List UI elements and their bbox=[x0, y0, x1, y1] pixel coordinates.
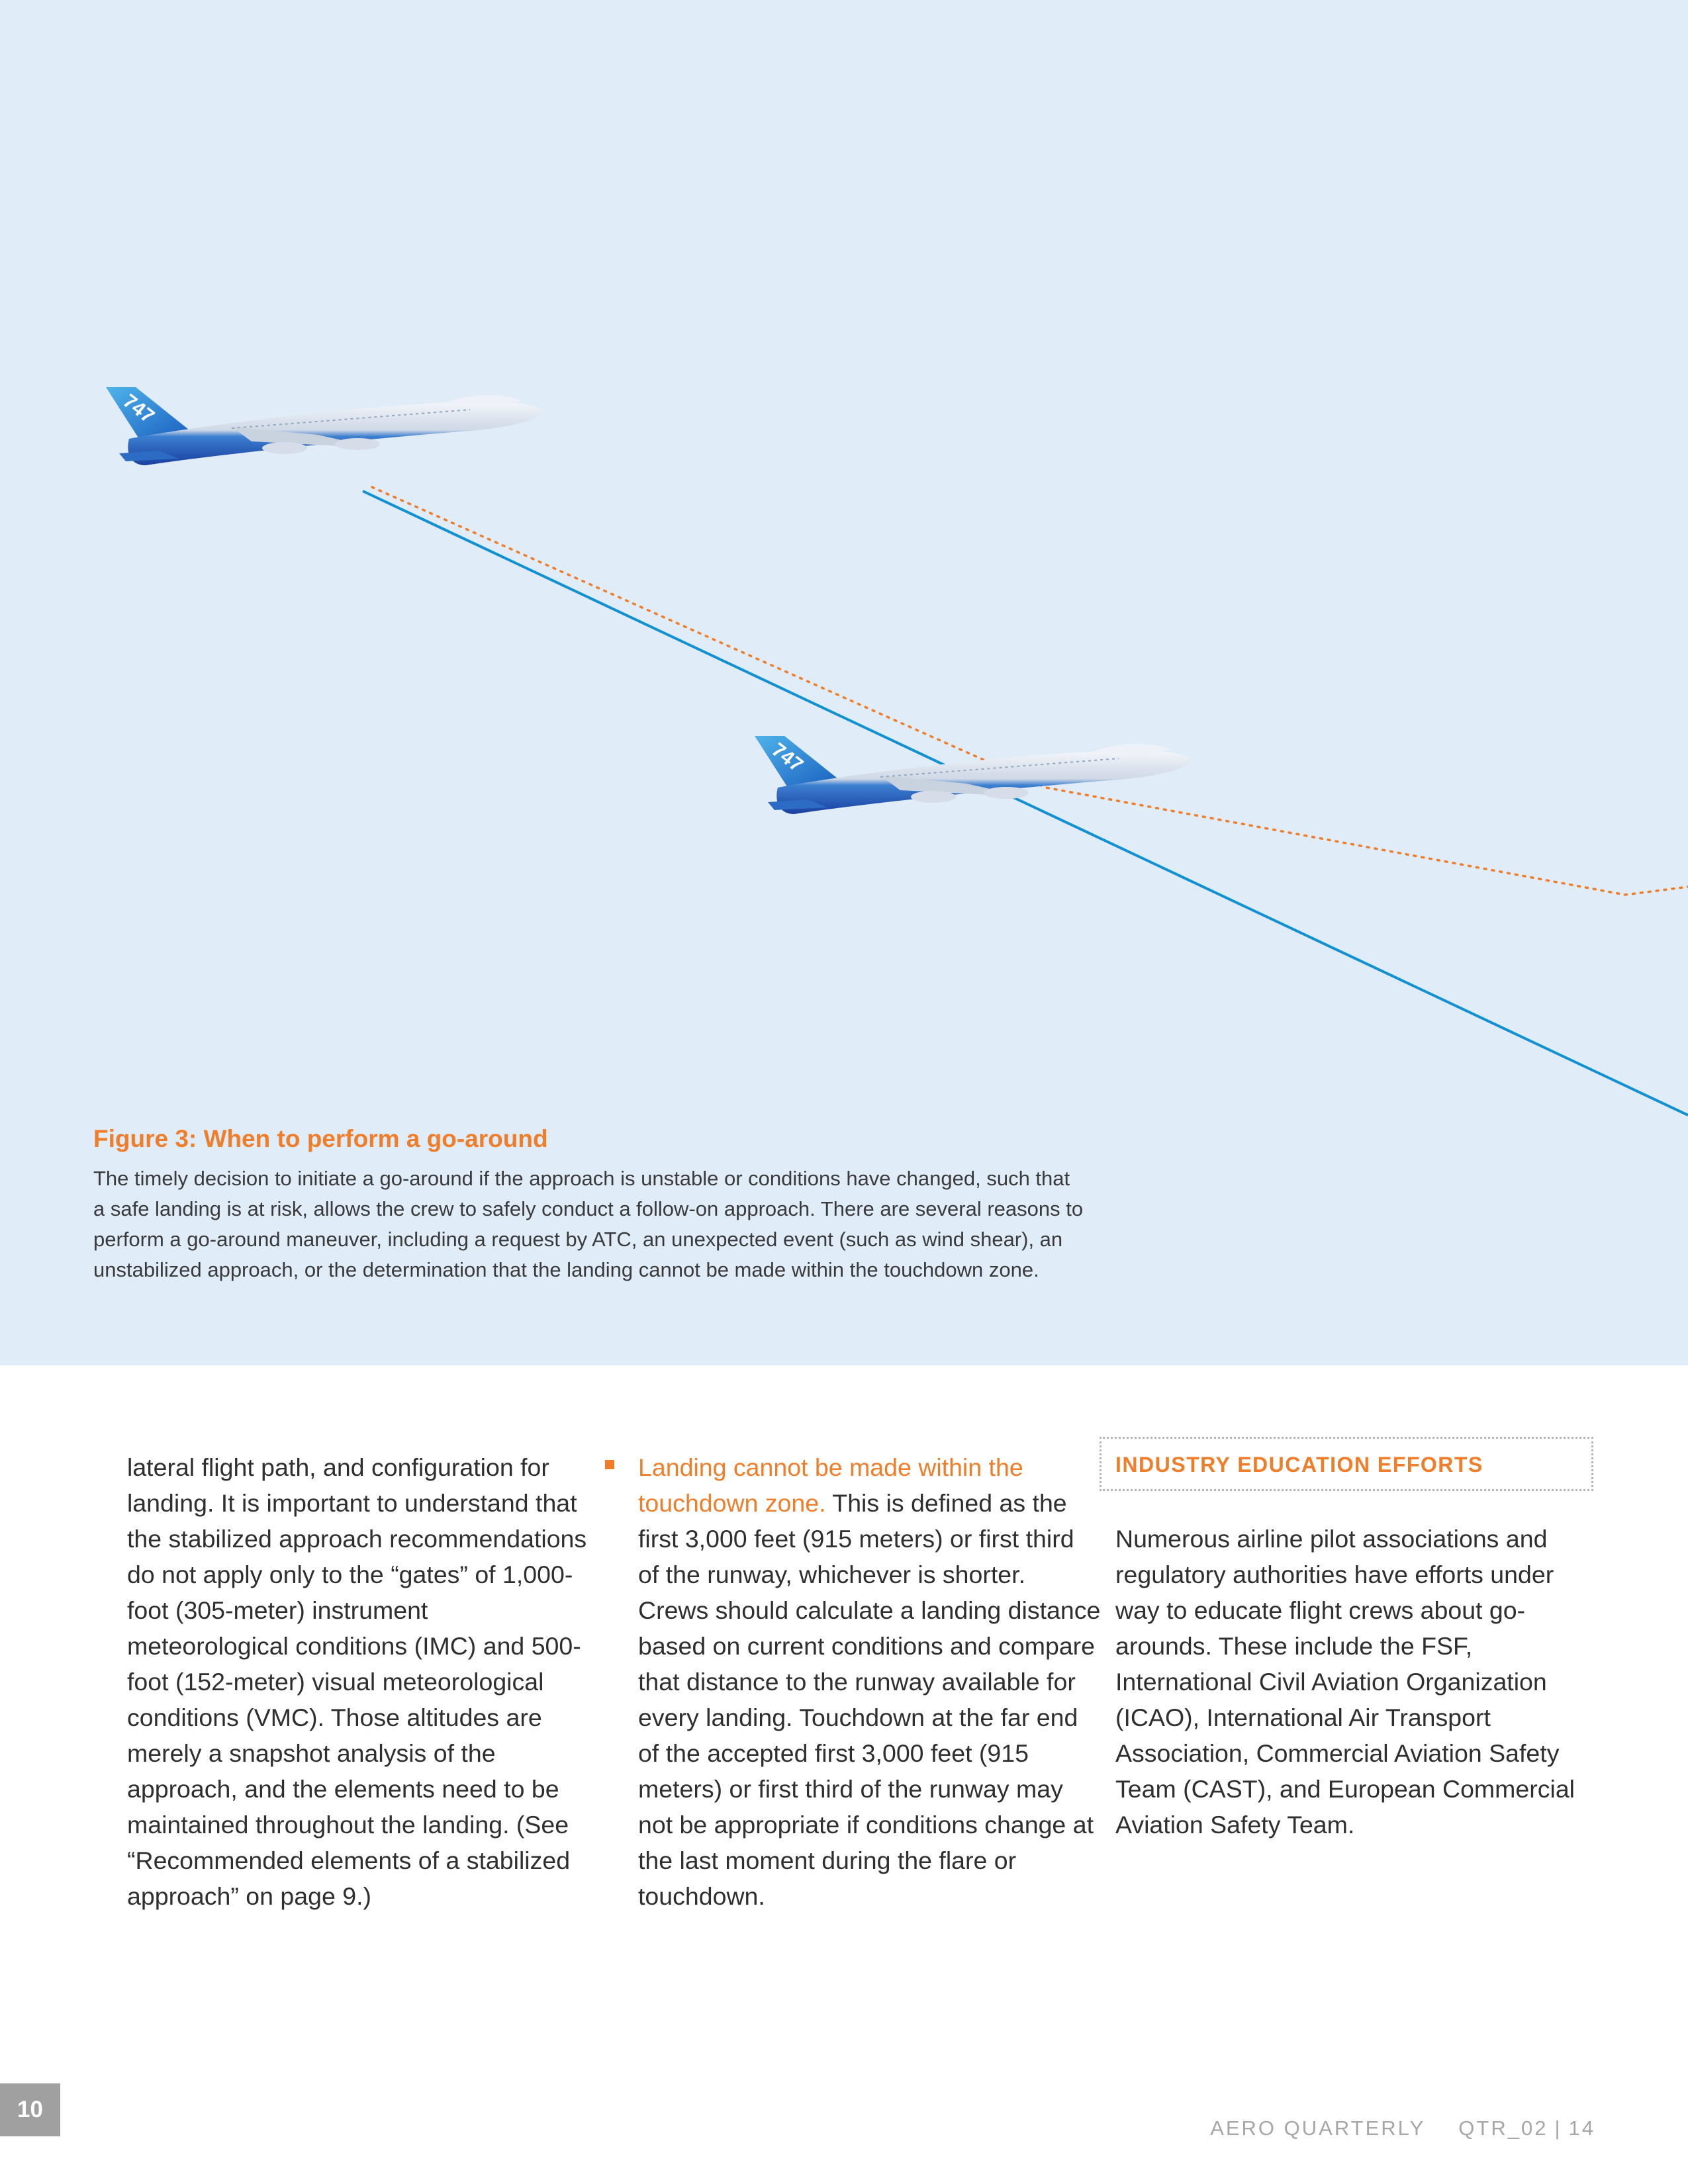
footer-issue: QTR_02 bbox=[1458, 2116, 1548, 2140]
bullet-highlight: Landing cannot be made within the touchdown zone. bbox=[638, 1453, 1023, 1517]
bullet-text: This is defined as the first 3,000 feet (915 meters) or first third of the runway, whichever is shorter. Crews should calculate a landing distance based on current conditions and compare that distance to the runway available for every landing. Touchdown at the far end of the accepted first 3,000 feet (915 meters) or first third of the runway may not be appropriate if conditions change at the last moment during the flare or touchdown. bbox=[638, 1489, 1101, 1910]
footer-running-head bbox=[1210, 2116, 1595, 2140]
glide-path-line bbox=[363, 491, 1688, 1115]
footer-year: 14 bbox=[1568, 2116, 1595, 2140]
go-around-path-line bbox=[372, 487, 1688, 895]
body-column-2 bbox=[638, 1449, 1102, 1914]
go-around-illustration: 747 bbox=[0, 0, 1688, 1365]
body-column-1: lateral flight path, and configuration for landing. It is important to understand that the stabilized approach recommendations do not apply only to the “gates” of 1,000-foot (305-meter) instrument meteorological conditions (IMC) and 500-foot (152-meter) visual meteorological conditions (VMC). Those altitudes are merely a snapshot analysis of the approach, and the elements need to be maintained throughout the landing. (See “Recommended elements of a stabilized approach” on page 9.) bbox=[127, 1453, 587, 1910]
bullet-square-icon bbox=[605, 1460, 614, 1469]
figure-caption: The timely decision to initiate a go-around if the approach is unstable or conditions have changed, such that a safe landing is at risk, allows the crew to safely conduct a follow-on approach. There are several reasons to perform a go-around maneuver, including a request by ATC, an unexpected event (such as wind shear), an unstabilized approach, or the determination that the landing cannot be made within the touchdown zone. bbox=[93, 1167, 1084, 1281]
page-number: 10 bbox=[0, 2083, 60, 2136]
aircraft-upper bbox=[106, 387, 544, 465]
sidebar-text: Numerous airline pilot associations and regulatory authorities have efforts under way to educate flight crews about go-arounds. These include the FSF, International Civil Aviation Organization (ICAO), International Air Transport Association, Commercial Aviation Safety Team (CAST), and European Commercial Aviation Safety Team. bbox=[1115, 1525, 1575, 1839]
footer-separator: | bbox=[1554, 2116, 1562, 2140]
sidebar-heading: INDUSTRY EDUCATION EFFORTS bbox=[1115, 1453, 1483, 1477]
footer-publication: AERO QUARTERLY bbox=[1210, 2116, 1426, 2140]
figure-title: Figure 3: When to perform a go-around bbox=[93, 1125, 548, 1152]
